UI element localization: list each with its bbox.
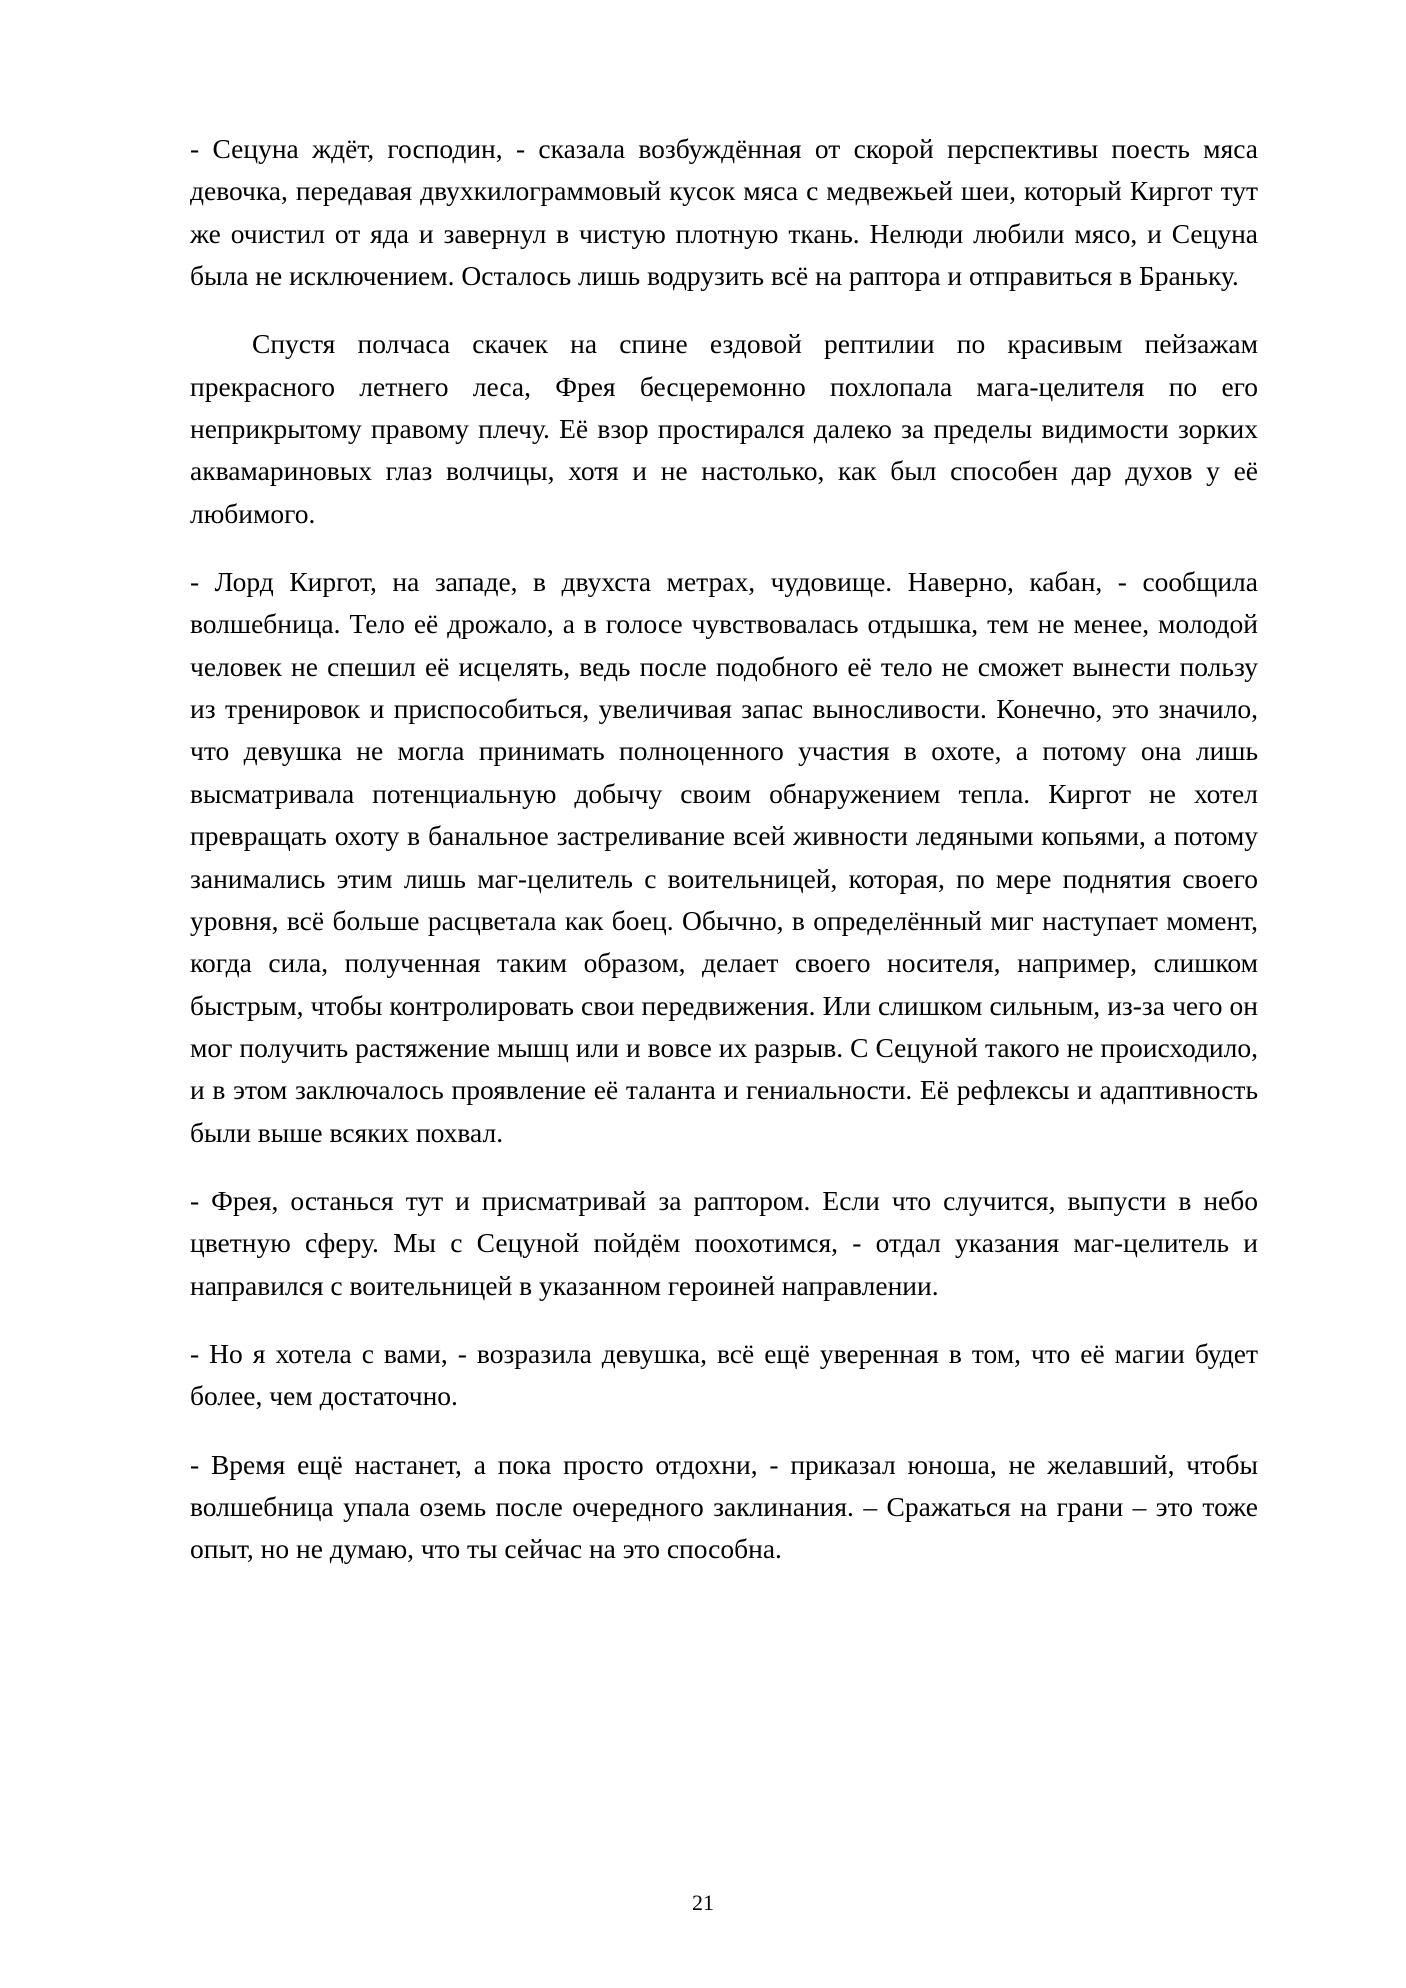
- paragraph: - Но я хотела с вами, - возразила девушка, всё ещё уверенная в том, что её магии будет более, чем достаточно.: [190, 1337, 1258, 1412]
- paragraph: - Время ещё настанет, а пока просто отдохни, - приказал юноша, не желавший, чтобы волшебница упала оземь после очередного заклинания. – Сражаться на грани – это тоже опыт, но не думаю, что ты сейчас на это способна.: [190, 1448, 1258, 1565]
- paragraph: - Сецуна ждёт, господин, - сказала возбуждённая от скорой перспективы поесть мяса девочка, передавая двухкилограммовый кусок мяса с медвежьей шеи, который Киргот тут же очистил от яда и завернул в чистую плотную ткань. Нелюди любили мясо, и Сецуна была не исключением. Осталось лишь водрузить всё на раптора и отправиться в Браньку.: [190, 133, 1258, 292]
- page-body-text: [190, 128, 1258, 1571]
- paragraph: - Лорд Киргот, на западе, в двухста метрах, чудовище. Наверно, кабан, - сообщила волшебница. Тело её дрожало, а в голосе чувствовалась отдышка, тем не менее, молодой человек не спешил её исцелять, ведь после подобного её тело не сможет вынести пользу из тренировок и приспособиться, увеличивая запас выносливости. Конечно, это значило, что девушка не могла принимать полноценного участия в охоте, а потому она лишь высматривала потенциальную добычу своим обнаружением тепла. Киргот не хотел превращать охоту в банальное застреливание всей живности ледяными копьями, а потому занимались этим лишь маг-целитель с воительницей, которая, по мере поднятия своего уровня, всё больше расцветала как боец. Обычно, в определённый миг наступает момент, когда сила, полученная таким образом, делает своего носителя, например, слишком быстрым, чтобы контролировать свои передвижения. Или слишком сильным, из-за чего он мог получить растяжение мышц или и вовсе их разрыв. С Сецуной такого не происходило, и в этом заключалось проявление её таланта и гениальности. Её рефлексы и адаптивность были выше всяких похвал.: [190, 566, 1258, 1148]
- paragraph: - Фрея, останься тут и присматривай за раптором. Если что случится, выпусти в небо цветную сферу. Мы с Сецуной пойдём поохотимся, - отдал указания маг-целитель и направился с воительницей в указанном героиней направлении.: [190, 1184, 1258, 1301]
- paragraph: Спустя полчаса скачек на спине ездовой рептилии по красивым пейзажам прекрасного летнего леса, Фрея бесцеремонно похлопала мага-целителя по его неприкрытому правому плечу. Её взор простирался далеко за пределы видимости зорких аквамариновых глаз волчицы, хотя и не настолько, как был способен дар духов у её любимого.: [190, 328, 1258, 529]
- page-number: 21: [692, 1890, 714, 1915]
